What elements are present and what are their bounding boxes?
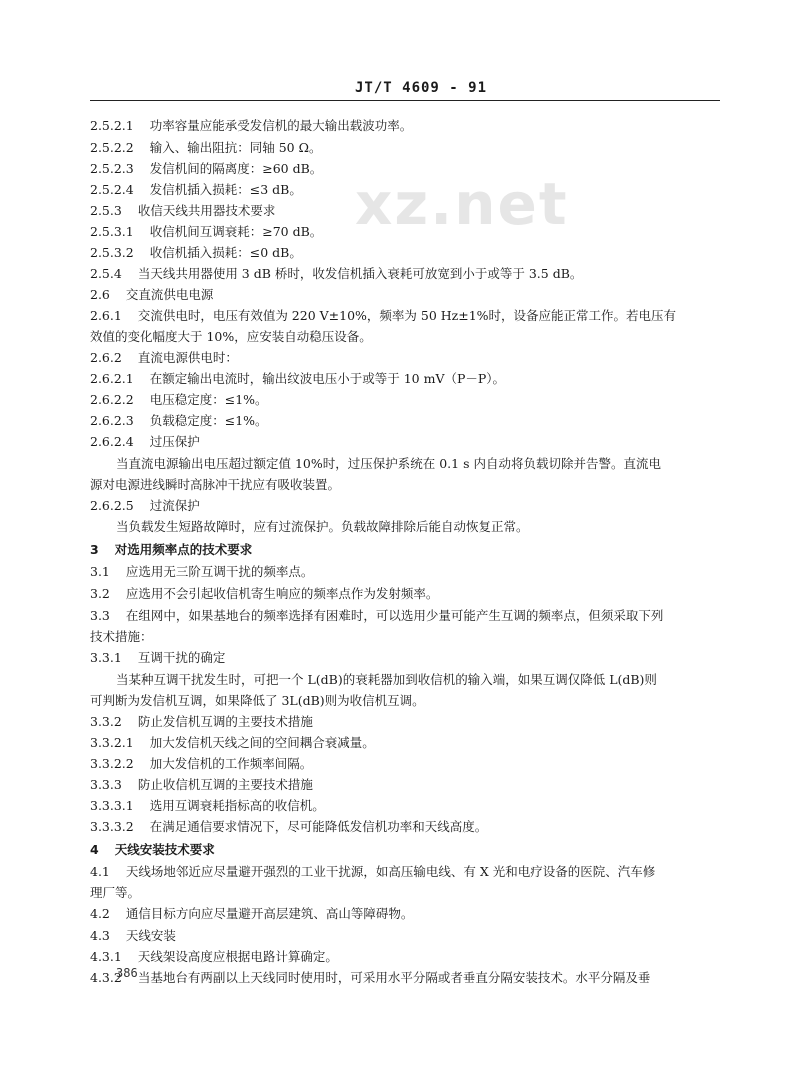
text-line — [90, 756, 312, 772]
clause-number: 3.3.1 — [90, 650, 122, 665]
clause-text: 选用互调衰耗指标高的收信机。 — [149, 798, 325, 813]
text-line — [90, 906, 413, 922]
text-line — [90, 266, 582, 282]
clause-text: 当某种互调干扰发生时，可把一个 L(dB)的衰耗器加到收信机的输入端，如果互调仅降低 L(dB)则 — [116, 672, 657, 687]
clause-number: 2.5.2.3 — [90, 161, 134, 176]
text-line — [90, 542, 252, 558]
clause-text: 收信机间互调衰耗：≥70 dB。 — [149, 224, 323, 239]
clause-number: 2.6 — [90, 287, 110, 302]
clause-text: 防止发信机互调的主要技术措施 — [137, 714, 313, 729]
clause-number: 2.6.2.5 — [90, 498, 134, 513]
text-line — [90, 693, 425, 709]
text-line — [90, 140, 321, 156]
text-line — [90, 434, 200, 450]
text-line — [90, 371, 505, 387]
text-line — [90, 714, 313, 730]
text-line — [90, 949, 338, 965]
text-line — [90, 224, 322, 240]
clause-number: 3.3.2.2 — [90, 756, 134, 771]
text-line — [90, 629, 153, 645]
clause-text: 发信机间的隔离度：≥60 dB。 — [149, 161, 323, 176]
clause-text: 交直流供电电源 — [125, 287, 214, 302]
clause-number: 4 — [90, 842, 99, 857]
page-number: 386 — [116, 966, 138, 980]
clause-number: 4.3.2 — [90, 970, 122, 985]
text-line — [90, 413, 268, 429]
text-line — [116, 519, 529, 535]
clause-text: 应选用无三阶互调干扰的频率点。 — [125, 564, 314, 579]
clause-text: 交流供电时，电压有效值为 220 V±10%，频率为 50 Hz±1%时，设备应能正常工作。若电压有 — [137, 308, 677, 323]
clause-text: 当基地台有两副以上天线同时使用时，可采用水平分隔或者垂直分隔安装技术。水平分隔及垂 — [137, 970, 651, 985]
clause-text: 过压保护 — [149, 434, 200, 449]
text-line — [90, 118, 412, 134]
text-line — [90, 308, 676, 324]
clause-number: 2.6.2.2 — [90, 392, 134, 407]
text-line — [90, 842, 215, 858]
text-line — [90, 970, 650, 986]
clause-text: 通信目标方向应尽量避开高层建筑、高山等障碍物。 — [125, 906, 414, 921]
clause-text: 应选用不会引起收信机寄生响应的频率点作为发射频率。 — [125, 586, 439, 601]
text-line — [90, 608, 663, 624]
clause-number: 4.2 — [90, 906, 110, 921]
text-line — [90, 498, 200, 514]
clause-number: 3 — [90, 542, 99, 557]
clause-text: 天线安装 — [125, 928, 176, 943]
text-line — [90, 864, 655, 880]
clause-text: 发信机插入损耗：≤3 dB。 — [149, 182, 302, 197]
clause-number: 3.3.3.1 — [90, 798, 134, 813]
clause-text: 天线安装技术要求 — [114, 842, 215, 857]
clause-number: 2.5.2.2 — [90, 140, 134, 155]
clause-number: 2.6.2 — [90, 350, 122, 365]
clause-text: 在满足通信要求情况下，尽可能降低发信机功率和天线高度。 — [149, 819, 488, 834]
clause-text: 可判断为发信机互调，如果降低了 3L(dB)则为收信机互调。 — [90, 693, 425, 708]
clause-number: 3.2 — [90, 586, 110, 601]
clause-number: 2.6.2.3 — [90, 413, 134, 428]
text-line — [90, 650, 225, 666]
text-line — [90, 798, 325, 814]
text-line — [90, 182, 302, 198]
text-line — [90, 819, 487, 835]
clause-text: 在额定输出电流时，输出纹波电压小于或等于 10 mV（P－P）。 — [149, 371, 506, 386]
clause-text: 当负载发生短路故障时，应有过流保护。负载故障排除后能自动恢复正常。 — [116, 519, 529, 534]
clause-number: 2.5.3.2 — [90, 245, 134, 260]
clause-number: 3.3.2 — [90, 714, 122, 729]
text-line — [90, 245, 302, 261]
text-line — [90, 777, 313, 793]
clause-text: 效值的变化幅度大于 10%，应安装自动稳压设备。 — [90, 329, 372, 344]
text-line — [90, 928, 176, 944]
clause-number: 2.5.3.1 — [90, 224, 134, 239]
text-line — [90, 735, 375, 751]
clause-text: 过流保护 — [149, 498, 200, 513]
clause-number: 2.5.2.1 — [90, 118, 134, 133]
clause-number: 3.3.3 — [90, 777, 122, 792]
text-line — [90, 586, 438, 602]
clause-text: 当天线共用器使用 3 dB 桥时，收发信机插入衰耗可放宽到小于或等于 3.5 dB。 — [137, 266, 583, 281]
clause-number: 3.3.3.2 — [90, 819, 134, 834]
clause-text: 技术措施： — [90, 629, 153, 644]
text-line — [90, 392, 268, 408]
text-line — [90, 885, 140, 901]
clause-number: 2.6.1 — [90, 308, 122, 323]
clause-text: 天线架设高度应根据电路计算确定。 — [137, 949, 338, 964]
clause-number: 3.1 — [90, 564, 110, 579]
clause-text: 天线场地邻近应尽量避开强烈的工业干扰源，如高压输电线、有 X 光和电疗设备的医院、汽车修 — [125, 864, 656, 879]
clause-text: 在组网中，如果基地台的频率选择有困难时，可以选用少量可能产生互调的频率点，但须采取下列 — [125, 608, 664, 623]
clause-text: 加大发信机天线之间的空间耦合衰减量。 — [149, 735, 375, 750]
text-line — [116, 672, 657, 688]
header-rule — [90, 100, 720, 101]
page-header: JT/T 4609 - 91 — [355, 80, 488, 96]
clause-text: 电压稳定度：≤1%。 — [149, 392, 268, 407]
watermark: xz.net — [355, 170, 569, 238]
clause-number: 3.3.2.1 — [90, 735, 134, 750]
clause-number: 4.3 — [90, 928, 110, 943]
clause-number: 4.3.1 — [90, 949, 122, 964]
text-line — [90, 477, 340, 493]
clause-number: 2.5.3 — [90, 203, 122, 218]
clause-text: 当直流电源输出电压超过额定值 10%时，过压保护系统在 0.1 s 内自动将负载切除并告警。直流电 — [116, 456, 661, 471]
text-line — [90, 287, 213, 303]
clause-text: 理厂等。 — [90, 885, 141, 900]
text-line — [90, 329, 372, 345]
clause-text: 对选用频率点的技术要求 — [114, 542, 253, 557]
clause-text: 负载稳定度：≤1%。 — [149, 413, 268, 428]
clause-number: 2.5.2.4 — [90, 182, 134, 197]
clause-text: 输入、输出阻抗：同轴 50 Ω。 — [149, 140, 322, 155]
text-line — [90, 203, 275, 219]
clause-text: 直流电源供电时： — [137, 350, 238, 365]
clause-text: 功率容量应能承受发信机的最大输出载波功率。 — [149, 118, 413, 133]
clause-number: 4.1 — [90, 864, 110, 879]
text-line — [116, 456, 661, 472]
clause-text: 互调干扰的确定 — [137, 650, 226, 665]
clause-text: 加大发信机的工作频率间隔。 — [149, 756, 313, 771]
text-line — [90, 161, 322, 177]
clause-number: 2.6.2.1 — [90, 371, 134, 386]
clause-number: 2.6.2.4 — [90, 434, 134, 449]
clause-text: 源对电源进线瞬时高脉冲干扰应有吸收装置。 — [90, 477, 341, 492]
text-line — [90, 564, 313, 580]
clause-number: 3.3 — [90, 608, 110, 623]
clause-text: 收信天线共用器技术要求 — [137, 203, 276, 218]
clause-text: 收信机插入损耗：≤0 dB。 — [149, 245, 302, 260]
clause-text: 防止收信机互调的主要技术措施 — [137, 777, 313, 792]
clause-number: 2.5.4 — [90, 266, 122, 281]
text-line — [90, 350, 238, 366]
